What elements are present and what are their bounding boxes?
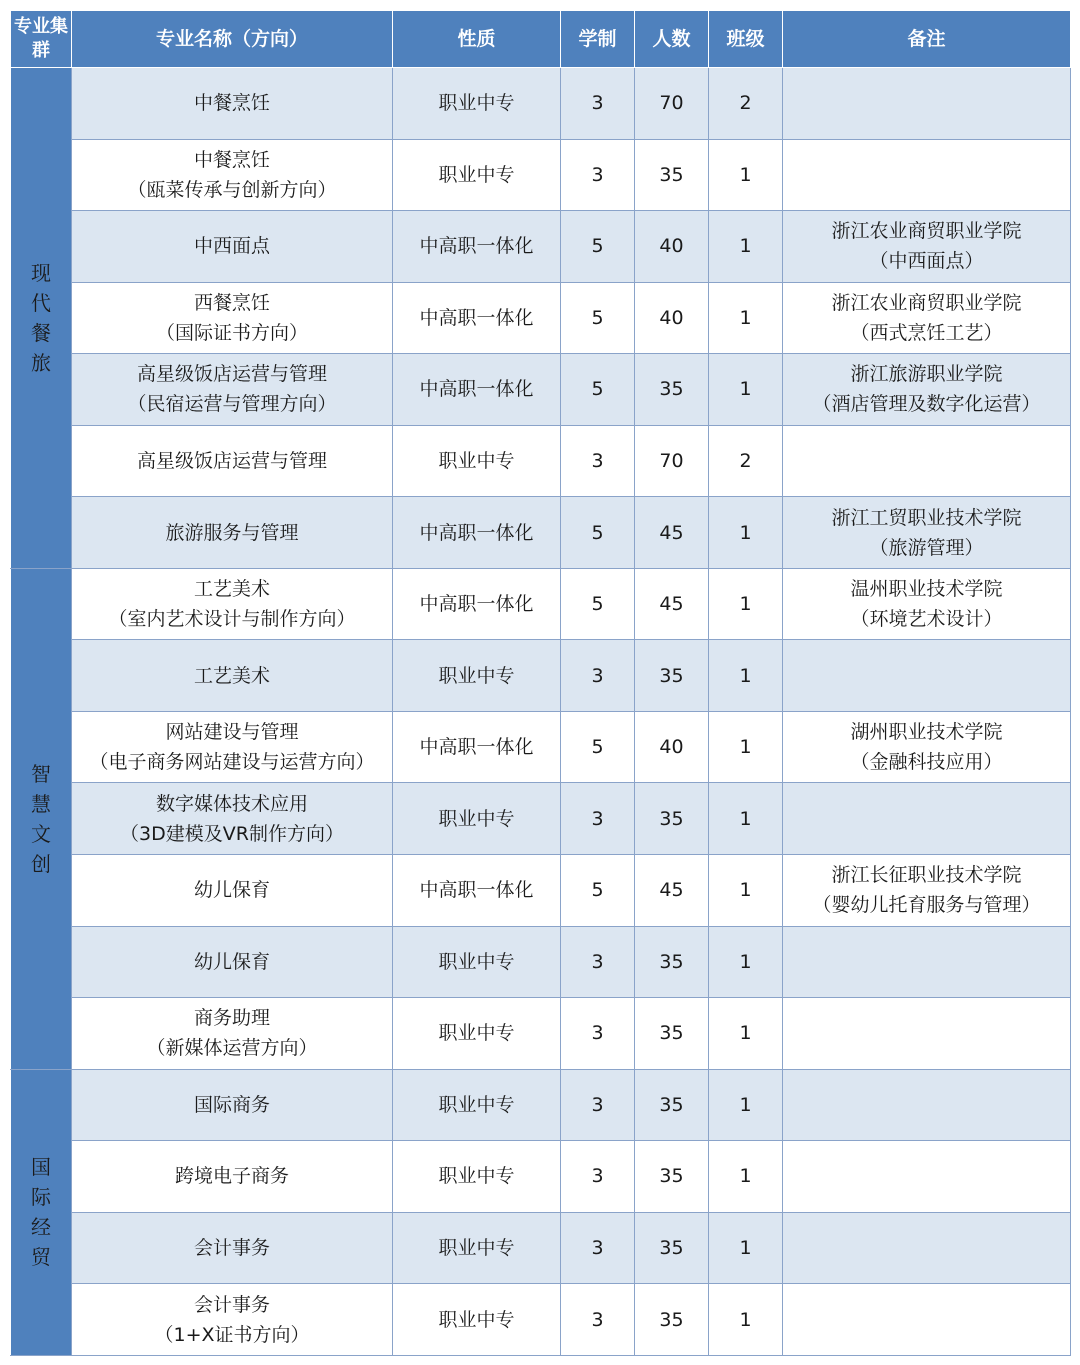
major-name-cell-line: 商务助理 — [193, 1007, 270, 1030]
major-name-cell — [72, 497, 393, 569]
years-cell: 3 — [561, 1069, 635, 1141]
classes-cell: 1 — [709, 855, 783, 927]
years-cell: 5 — [561, 354, 635, 426]
table-row — [11, 354, 1071, 426]
classes-cell: 1 — [709, 926, 783, 998]
major-name-cell-line: 网站建设与管理 — [165, 721, 299, 744]
major-name-cell-line: 中餐烹饪 — [193, 92, 270, 115]
nature-cell: 中高职一体化 — [393, 855, 561, 927]
major-name-cell-line: 国际商务 — [193, 1093, 270, 1116]
years-cell: 3 — [561, 640, 635, 712]
count-cell: 40 — [635, 282, 709, 354]
nature-cell: 中高职一体化 — [393, 282, 561, 354]
cluster-cell — [11, 568, 72, 1069]
nature-cell: 职业中专 — [393, 1212, 561, 1284]
years-cell: 3 — [561, 998, 635, 1070]
nature-cell: 中高职一体化 — [393, 354, 561, 426]
years-cell: 3 — [561, 783, 635, 855]
major-name-cell — [72, 68, 393, 140]
years-cell: 3 — [561, 926, 635, 998]
cluster-label: 智慧文创 — [31, 761, 51, 876]
major-name-cell — [72, 926, 393, 998]
count-cell: 35 — [635, 998, 709, 1070]
header-count: 人数 — [635, 11, 709, 68]
years-cell: 3 — [561, 1284, 635, 1356]
table-row — [11, 998, 1071, 1070]
header-cluster: 专业集群 — [11, 11, 72, 68]
major-name-cell-line: 高星级饭店运营与管理 — [136, 363, 327, 386]
major-name-cell — [72, 711, 393, 783]
major-name-cell-line: （国际证书方向） — [155, 321, 308, 344]
nature-cell: 职业中专 — [393, 1141, 561, 1213]
count-cell: 35 — [635, 1284, 709, 1356]
count-cell: 40 — [635, 211, 709, 283]
remark-cell — [783, 1212, 1071, 1284]
major-name-cell-line: （新媒体运营方向） — [146, 1037, 318, 1060]
remark-cell — [783, 926, 1071, 998]
remark-cell — [783, 998, 1071, 1070]
classes-cell: 1 — [709, 497, 783, 569]
header-classes: 班级 — [709, 11, 783, 68]
years-cell: 5 — [561, 568, 635, 640]
nature-cell: 职业中专 — [393, 640, 561, 712]
remark-cell — [783, 783, 1071, 855]
years-cell: 3 — [561, 425, 635, 497]
remark-cell-line: 浙江长征职业技术学院 — [831, 864, 1022, 887]
remark-cell-line: （环境艺术设计） — [850, 608, 1003, 631]
nature-cell: 职业中专 — [393, 998, 561, 1070]
major-name-cell-line: 数字媒体技术应用 — [155, 792, 308, 815]
nature-cell: 职业中专 — [393, 1069, 561, 1141]
table-row — [11, 640, 1071, 712]
nature-cell: 职业中专 — [393, 783, 561, 855]
remark-cell — [783, 139, 1071, 211]
classes-cell: 1 — [709, 1212, 783, 1284]
remark-cell — [783, 211, 1071, 283]
remark-cell — [783, 497, 1071, 569]
remark-cell-line: 温州职业技术学院 — [850, 578, 1003, 601]
count-cell: 35 — [635, 1069, 709, 1141]
remark-cell-line: （旅游管理） — [869, 536, 984, 559]
count-cell: 40 — [635, 711, 709, 783]
major-name-cell — [72, 855, 393, 927]
major-name-cell-line: 中西面点 — [193, 235, 270, 258]
major-name-cell — [72, 640, 393, 712]
major-name-cell — [72, 568, 393, 640]
remark-cell-line: 浙江农业商贸职业学院 — [831, 291, 1022, 314]
table-row — [11, 711, 1071, 783]
table-row — [11, 497, 1071, 569]
count-cell: 45 — [635, 568, 709, 640]
major-name-cell-line: （室内艺术设计与制作方向） — [108, 608, 356, 631]
count-cell: 35 — [635, 354, 709, 426]
major-name-cell-line: （电子商务网站建设与运营方向） — [89, 751, 375, 774]
classes-cell: 2 — [709, 68, 783, 140]
nature-cell: 职业中专 — [393, 425, 561, 497]
major-name-cell-line: 工艺美术 — [193, 578, 270, 601]
nature-cell: 中高职一体化 — [393, 711, 561, 783]
header-row — [11, 11, 1071, 68]
remark-cell-line: （酒店管理及数字化运营） — [812, 393, 1041, 416]
major-name-cell-line: 会计事务 — [193, 1237, 270, 1260]
major-name-cell — [72, 1284, 393, 1356]
major-name-cell-line: 中餐烹饪 — [193, 148, 270, 171]
major-name-cell-line: 幼儿保育 — [193, 950, 270, 973]
cluster-label: 现代餐旅 — [31, 260, 51, 375]
nature-cell: 职业中专 — [393, 926, 561, 998]
table-row — [11, 282, 1071, 354]
classes-cell: 1 — [709, 640, 783, 712]
remark-cell — [783, 282, 1071, 354]
remark-cell-line: 湖州职业技术学院 — [850, 721, 1003, 744]
nature-cell: 中高职一体化 — [393, 497, 561, 569]
nature-cell: 中高职一体化 — [393, 568, 561, 640]
remark-cell — [783, 68, 1071, 140]
table-body — [11, 68, 1071, 1356]
cluster-label: 国际经贸 — [31, 1155, 51, 1270]
major-name-cell-line: （民宿运营与管理方向） — [127, 393, 337, 416]
count-cell: 35 — [635, 640, 709, 712]
major-name-cell — [72, 282, 393, 354]
count-cell: 35 — [635, 783, 709, 855]
major-name-cell-line: （1+X证书方向） — [154, 1323, 310, 1346]
table-row — [11, 783, 1071, 855]
remark-cell — [783, 354, 1071, 426]
years-cell: 3 — [561, 139, 635, 211]
table-row — [11, 1212, 1071, 1284]
count-cell: 45 — [635, 497, 709, 569]
remark-cell-line: （婴幼儿托育服务与管理） — [812, 894, 1041, 917]
major-name-cell-line: 跨境电子商务 — [174, 1165, 289, 1188]
classes-cell: 2 — [709, 425, 783, 497]
major-name-cell — [72, 139, 393, 211]
header-nature: 性质 — [393, 11, 561, 68]
remark-cell — [783, 640, 1071, 712]
major-name-cell-line: 幼儿保育 — [193, 879, 270, 902]
major-name-cell — [72, 998, 393, 1070]
cluster-cell — [11, 68, 72, 569]
years-cell: 5 — [561, 211, 635, 283]
count-cell: 70 — [635, 68, 709, 140]
nature-cell: 中高职一体化 — [393, 211, 561, 283]
classes-cell: 1 — [709, 139, 783, 211]
remark-cell-line: 浙江旅游职业学院 — [850, 363, 1003, 386]
remark-cell-line: （金融科技应用） — [850, 751, 1003, 774]
remark-cell-line: 浙江农业商贸职业学院 — [831, 220, 1022, 243]
remark-cell — [783, 711, 1071, 783]
table-row — [11, 855, 1071, 927]
table-row — [11, 1141, 1071, 1213]
years-cell: 3 — [561, 1212, 635, 1284]
remark-cell — [783, 1284, 1071, 1356]
count-cell: 35 — [635, 139, 709, 211]
header-major-name: 专业名称（方向） — [72, 11, 393, 68]
years-cell: 5 — [561, 497, 635, 569]
major-name-cell-line: 工艺美术 — [193, 664, 270, 687]
major-name-cell — [72, 1069, 393, 1141]
table-row — [11, 1069, 1071, 1141]
classes-cell: 1 — [709, 783, 783, 855]
remark-cell — [783, 1069, 1071, 1141]
classes-cell: 1 — [709, 1141, 783, 1213]
table-row — [11, 68, 1071, 140]
remark-cell — [783, 425, 1071, 497]
nature-cell: 职业中专 — [393, 139, 561, 211]
count-cell: 70 — [635, 425, 709, 497]
major-name-cell-line: 会计事务 — [193, 1293, 270, 1316]
classes-cell: 1 — [709, 354, 783, 426]
remark-cell-line: （西式烹饪工艺） — [850, 321, 1003, 344]
nature-cell: 职业中专 — [393, 68, 561, 140]
classes-cell: 1 — [709, 1284, 783, 1356]
table-row — [11, 211, 1071, 283]
major-name-cell-line: （瓯菜传承与创新方向） — [127, 178, 337, 201]
major-name-cell — [72, 425, 393, 497]
major-name-cell-line: 西餐烹饪 — [193, 291, 270, 314]
count-cell: 45 — [635, 855, 709, 927]
major-name-cell — [72, 783, 393, 855]
major-enrollment-table — [10, 10, 1071, 1356]
years-cell: 3 — [561, 1141, 635, 1213]
major-name-cell — [72, 211, 393, 283]
header-remark: 备注 — [783, 11, 1071, 68]
major-name-cell-line: 旅游服务与管理 — [165, 521, 299, 544]
classes-cell: 1 — [709, 998, 783, 1070]
remark-cell — [783, 1141, 1071, 1213]
classes-cell: 1 — [709, 568, 783, 640]
count-cell: 35 — [635, 1212, 709, 1284]
years-cell: 5 — [561, 855, 635, 927]
years-cell: 3 — [561, 68, 635, 140]
classes-cell: 1 — [709, 711, 783, 783]
table-row — [11, 1284, 1071, 1356]
major-name-cell-line: （3D建模及VR制作方向） — [120, 822, 344, 845]
remark-cell-line: （中西面点） — [869, 250, 984, 273]
table-row — [11, 139, 1071, 211]
major-name-cell-line: 高星级饭店运营与管理 — [136, 450, 327, 472]
header-years: 学制 — [561, 11, 635, 68]
classes-cell: 1 — [709, 211, 783, 283]
years-cell: 5 — [561, 711, 635, 783]
major-name-cell — [72, 354, 393, 426]
classes-cell: 1 — [709, 1069, 783, 1141]
remark-cell — [783, 568, 1071, 640]
count-cell: 35 — [635, 926, 709, 998]
years-cell: 5 — [561, 282, 635, 354]
nature-cell: 职业中专 — [393, 1284, 561, 1356]
remark-cell-line: 浙江工贸职业技术学院 — [831, 506, 1022, 529]
count-cell: 35 — [635, 1141, 709, 1213]
table-row — [11, 926, 1071, 998]
major-name-cell — [72, 1212, 393, 1284]
major-name-cell — [72, 1141, 393, 1213]
table-row — [11, 568, 1071, 640]
cluster-cell — [11, 1069, 72, 1355]
remark-cell — [783, 855, 1071, 927]
table-row — [11, 425, 1071, 497]
classes-cell: 1 — [709, 282, 783, 354]
